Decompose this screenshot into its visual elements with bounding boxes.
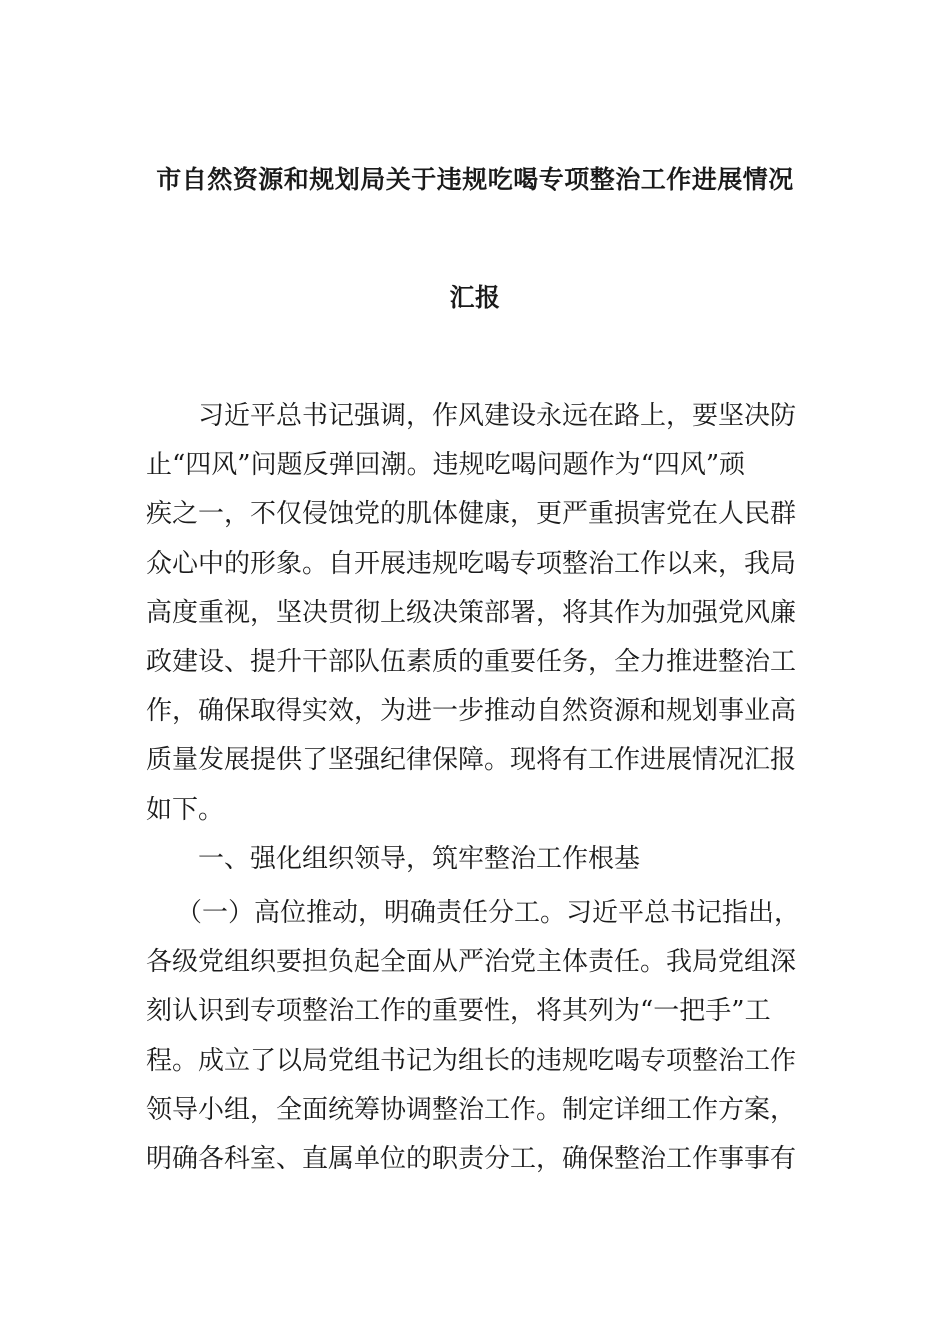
document-title-line-1: 市自然资源和规划局关于违规吃喝专项整治工作进展情况 (156, 165, 794, 194)
paragraph-subsection-1 (146, 889, 810, 1184)
paragraph-line: 作，确保取得实效，为进一步推动自然资源和规划事业高 (146, 696, 797, 727)
paragraph-line: 质量发展提供了坚强纪律保障。现将有工作进展情况汇报 (146, 745, 797, 776)
paragraph-line: 明确各科室、直属单位的职责分工，确保整治工作事事有 (146, 1143, 797, 1174)
document-title-line-2: 汇报 (449, 283, 501, 312)
section-heading-text: 一、强化组织领导，筑牢整治工作根基 (198, 844, 641, 874)
paragraph-line: 政建设、提升干部队伍素质的重要任务，全力推进整治工 (146, 646, 797, 677)
paragraph-line: 高度重视，坚决贯彻上级决策部署，将其作为加强党风廉 (146, 597, 797, 628)
paragraph-line: （一）高位推动，明确责任分工。习近平总书记指出， (176, 898, 801, 928)
paragraph-line: 众心中的形象。自开展违规吃喝专项整治工作以来，我局 (146, 548, 797, 579)
paragraph-line: 程。成立了以局党组书记为组长的违规吃喝专项整治工作 (146, 1045, 797, 1076)
paragraph-line: 刻认识到专项整治工作的重要性，将其列为“一把手”工 (146, 996, 771, 1027)
paragraph-intro (146, 392, 810, 835)
section-heading-1 (146, 835, 810, 884)
paragraph-line: 各级党组织要担负起全面从严治党主体责任。我局党组深 (146, 947, 797, 978)
paragraph-line: 疾之一，不仅侵蚀党的肌体健康，更严重损害党在人民群 (146, 499, 797, 530)
paragraph-line: 如下。 (146, 794, 225, 825)
paragraph-line: 领导小组，全面统筹协调整治工作。制定详细工作方案， (146, 1094, 797, 1125)
paragraph-line: 止“四风”问题反弹回潮。违规吃喝问题作为“四风”顽 (146, 450, 746, 481)
paragraph-line: 习近平总书记强调，作风建设永远在路上，要坚决防 (198, 401, 797, 431)
